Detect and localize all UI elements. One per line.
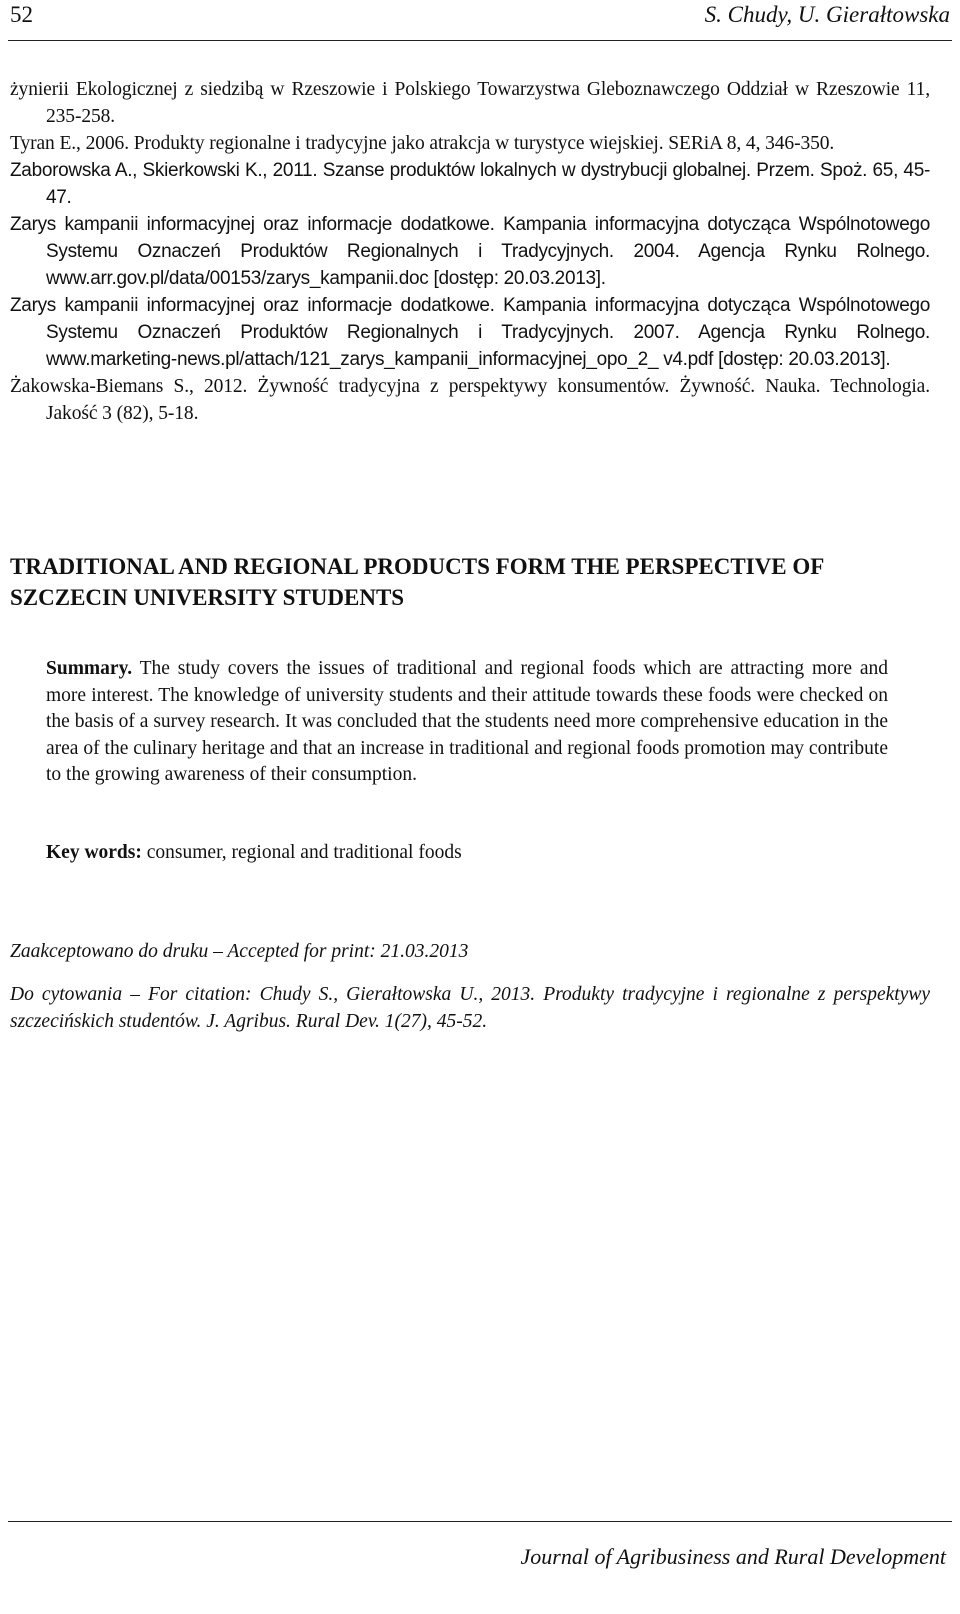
summary-paragraph: [46, 656, 888, 789]
reference-list: [10, 76, 930, 427]
summary-text: The study covers the issues of traditional and regional foods which are attracting more and more interest. The knowledge of university students and their attitude towards these foods were checked on the basis of a survey research. It was concluded that the students need more comprehensive education in the area of the culinary heritage and that an increase in traditional and regional foods promotion may contribute to the growing awareness of their consumption.: [46, 658, 888, 786]
page-footer: [8, 1521, 952, 1612]
page-number: 52: [10, 2, 33, 27]
reference-item: Tyran E., 2006. Produkty regionalne i tradycyjne jako atrakcja w turystyce wiejskiej. SERiA 8, 4, 346-350.: [10, 133, 835, 154]
reference-item: Zaborowska A., Skierkowski K., 2011. Szanse produktów lokalnych w dystrybucji globalnej. Przem. Spoż. 65, 45-47.: [10, 160, 930, 208]
summary-label: Summary.: [46, 658, 133, 679]
running-head: S. Chudy, U. Gierałtowska: [704, 2, 950, 27]
reference-item: Żakowska-Biemans S., 2012. Żywność tradycyjna z perspektywy konsumentów. Żywność. Nauka. Technologia. Jakość 3 (82), 5-18.: [10, 376, 930, 424]
journal-name: Journal of Agribusiness and Rural Development: [520, 1544, 946, 1569]
reference-item: Zarys kampanii informacyjnej oraz informacje dodatkowe. Kampania informacyjna dotycząca Wspólnotowego Systemu Oznaczeń Produktów Regionalnych i Tradycyjnych. 2007. Agencja Rynku Rolnego. www.marketing-news.pl/attach/121_zarys_kampanii_informacyjnej_opo_2_ v4.pdf [dostęp: 20.03.2013].: [10, 295, 930, 370]
reference-item: Zarys kampanii informacyjnej oraz informacje dodatkowe. Kampania informacyjna dotycząca Wspólnotowego Systemu Oznaczeń Produktów Regionalnych i Tradycyjnych. 2004. Agencja Rynku Rolnego. www.arr.gov.pl/data/00153/zarys_kampanii.doc [dostęp: 20.03.2013].: [10, 214, 930, 289]
accepted-note: Zaakceptowano do druku – Accepted for print: 21.03.2013: [10, 941, 469, 962]
keywords-paragraph: [46, 839, 888, 866]
english-title: TRADITIONAL AND REGIONAL PRODUCTS FORM THE PERSPECTIVE OF SZCZECIN UNIVERSITY STUDENTS: [10, 554, 824, 610]
keywords-label: Key words:: [46, 842, 142, 863]
page-header: [8, 0, 952, 41]
keywords-text: consumer, regional and traditional foods: [141, 842, 462, 863]
citation-note: Do cytowania – For citation: Chudy S., Gierałtowska U., 2013. Produkty tradycyjne i regionalne z perspektywy szczecińskich studentów. J. Agribus. Rural Dev. 1(27), 45-52.: [10, 984, 930, 1032]
reference-item: żynierii Ekologicznej z siedzibą w Rzeszowie i Polskiego Towarzystwa Gleboznawczego Oddział w Rzeszowie 11, 235-258.: [10, 79, 930, 127]
